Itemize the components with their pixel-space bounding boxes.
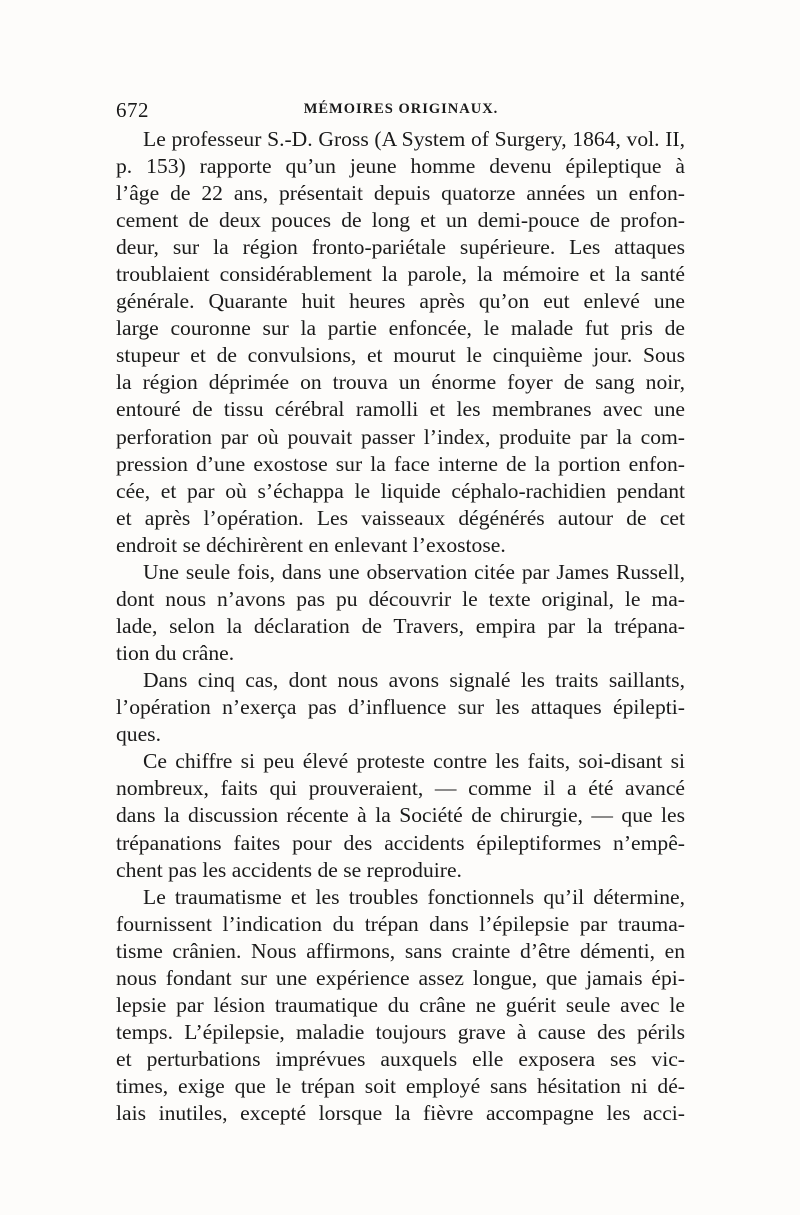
text-line: cement de deux pouces de long et un demi-pouce de profon-: [116, 208, 685, 233]
text-line: tisme crânien. Nous affirmons, sans crainte d’être démenti, en: [116, 938, 685, 963]
text-line: Le professeur S.-D. Gross (A System of Surgery, 1864, vol. II,: [143, 127, 685, 151]
text-line: dont nous n’avons pas pu découvrir le texte original, le ma-: [116, 586, 685, 611]
text-line: Une seule fois, dans une observation citée par James Russell,: [143, 559, 685, 584]
text-line: l’âge de 22 ans, présentait depuis quatorze années un enfon-: [116, 181, 685, 206]
text-line: entouré de tissu cérébral ramolli et les membranes avec une: [116, 397, 685, 422]
text-line: et après l’opération. Les vaisseaux dégénérés autour de cet: [116, 505, 685, 530]
paragraph: [116, 748, 685, 883]
text-line: troublaient considérablement la parole, la mémoire et la santé: [116, 262, 685, 287]
text-line: trépanations faites pour des accidents épileptiformes n’empê-: [116, 830, 685, 855]
text-line: l’opération n’exerça pas d’influence sur les attaques épilepti-: [116, 695, 685, 720]
paragraph: [116, 884, 685, 1127]
paragraph: [116, 667, 685, 748]
text-line: et perturbations imprévues auxquels elle exposera ses vic-: [116, 1046, 685, 1071]
text-line: fournissent l’indication du trépan dans l’épilepsie par trauma-: [116, 911, 685, 936]
text-line: pression d’une exostose sur la face interne de la portion enfon-: [116, 451, 685, 476]
text-line: Dans cinq cas, dont nous avons signalé les traits saillants,: [143, 668, 685, 693]
text-line: perforation par où pouvait passer l’index, produite par la com-: [116, 424, 685, 449]
text-line: times, exige que le trépan soit employé sans hésitation ni dé-: [116, 1074, 685, 1099]
page-header: [116, 98, 686, 124]
text-line: nous fondant sur une expérience assez longue, que jamais épi-: [116, 965, 685, 990]
text-line: générale. Quarante huit heures après qu’on eut enlevé une: [116, 289, 685, 314]
text-line: cée, et par où s’échappa le liquide céphalo-rachidien pendant: [116, 478, 685, 503]
running-head: MÉMOIRES ORIGINAUX.: [303, 101, 499, 117]
text-line: Ce chiffre si peu élevé proteste contre les faits, soi-disant si: [143, 749, 685, 774]
text-line: temps. L’épilepsie, maladie toujours grave à cause des périls: [116, 1019, 685, 1044]
text-line: dans la discussion récente à la Société de chirurgie, — que les: [116, 803, 685, 828]
text-line: nombreux, faits qui prouveraient, — comme il a été avancé: [116, 776, 685, 801]
paragraph: [116, 126, 685, 559]
text-line: chent pas les accidents de se reproduire.: [116, 857, 462, 882]
body-text: [116, 126, 685, 1127]
page-number: 672: [116, 98, 149, 122]
text-line: ques.: [116, 722, 161, 747]
text-line: endroit se déchirèrent en enlevant l’exostose.: [116, 532, 506, 557]
text-line: deur, sur la région fronto-pariétale supérieure. Les attaques: [116, 235, 685, 260]
text-line: la région déprimée on trouva un énorme foyer de sang noir,: [116, 370, 685, 395]
text-line: tion du crâne.: [116, 640, 235, 665]
text-line: p. 153) rapporte qu’un jeune homme devenu épileptique à: [116, 154, 685, 179]
text-line: lade, selon la déclaration de Travers, empira par la trépana-: [116, 613, 685, 638]
paragraph: [116, 559, 685, 667]
text-line: Le traumatisme et les troubles fonctionnels qu’il détermine,: [143, 884, 685, 909]
text-line: stupeur et de convulsions, et mourut le cinquième jour. Sous: [116, 343, 685, 368]
text-line: lepsie par lésion traumatique du crâne ne guérit seule avec le: [116, 992, 685, 1017]
text-line: lais inutiles, excepté lorsque la fièvre accompagne les acci-: [116, 1101, 685, 1126]
text-line: large couronne sur la partie enfoncée, le malade fut pris de: [116, 316, 685, 341]
